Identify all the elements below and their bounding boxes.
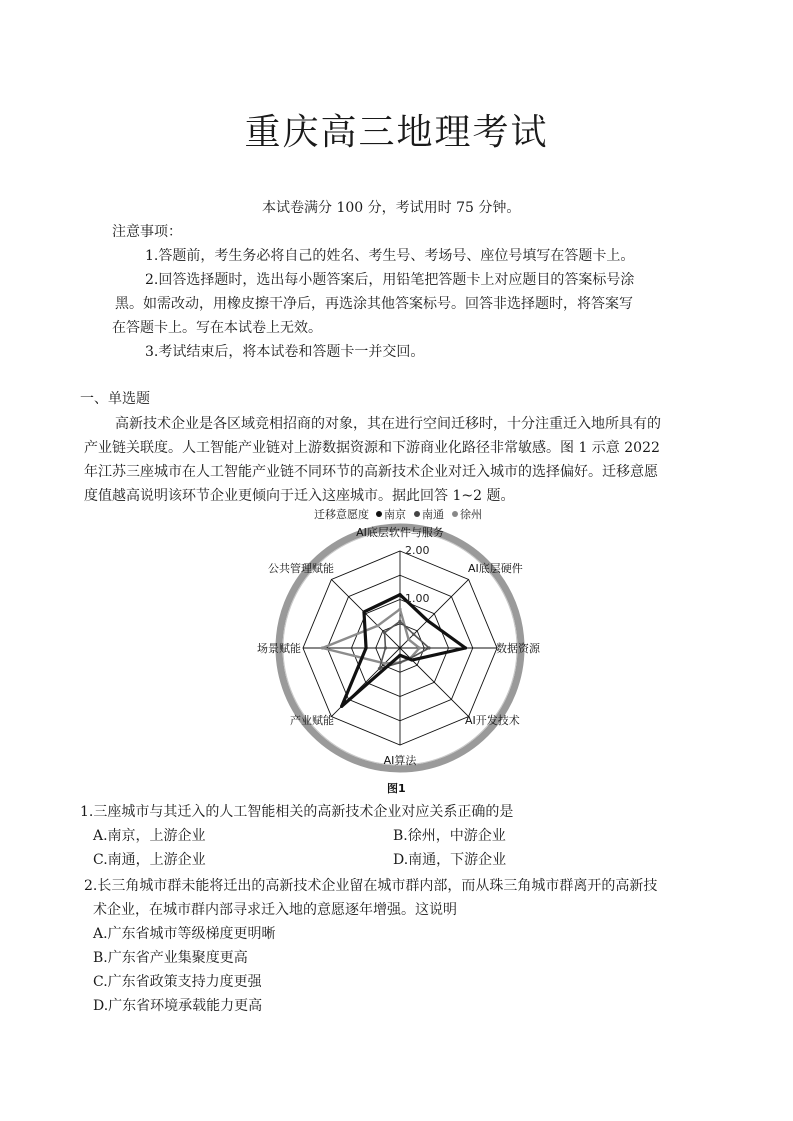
- tick-label-2: 2.00: [405, 544, 430, 557]
- series-1-point-4: [410, 658, 413, 661]
- axis-label-6: 产业赋能: [290, 714, 334, 727]
- series-1-point-1: [398, 593, 401, 596]
- series-line-3: [322, 609, 419, 663]
- tick-label-1: 1.00: [405, 592, 430, 605]
- series-3-point-6: [383, 662, 386, 665]
- series-3-point-7: [321, 646, 324, 649]
- passage-line-1: 高新技术企业是各区域竞相招商的对象，其在进行空间迁移时，十分注重迁入地所具有的: [115, 416, 661, 432]
- q2-stem-line-1: 2.长三角城市群未能将迁出的高新技术企业留在城市群内部，而从珠三角城市群离开的高新技: [84, 878, 658, 894]
- series-2-point-7: [384, 646, 387, 649]
- series-3-point-3: [418, 646, 421, 649]
- legend-marker-xuzhou: [452, 511, 458, 517]
- axis-label-4: AI开发技术: [465, 714, 520, 727]
- series-3-point-8: [376, 624, 379, 627]
- axis-label-7: 场景赋能: [257, 642, 301, 655]
- series-1-point-2: [426, 619, 429, 622]
- axis-label-2: AI底层硬件: [468, 562, 523, 575]
- series-3-point-1: [398, 608, 401, 611]
- legend-label-nanjing: 南京: [384, 508, 406, 521]
- series-2-point-1: [398, 620, 401, 623]
- series-2-point-6: [378, 667, 381, 670]
- notice-item-2-line-3: 在答题卡上。写在本试卷上无效。: [112, 320, 322, 336]
- series-line-1: [342, 595, 466, 707]
- page-title: 重庆高三地理考试: [244, 112, 549, 153]
- q2-option-d: D.广东省环境承载能力更高: [93, 998, 263, 1014]
- series-1-point-8: [362, 610, 365, 613]
- series-1-point-6: [340, 705, 343, 708]
- series-3-point-2: [407, 638, 410, 641]
- series-2-point-2: [412, 633, 415, 636]
- notice-item-3: 3.考试结束后，将本试卷和答题卡一并交回。: [145, 344, 425, 360]
- q1-option-a: A.南京，上游企业: [93, 828, 206, 844]
- radar-chart: [240, 502, 570, 802]
- section-heading: 一、单选题: [80, 391, 150, 407]
- legend-label-nantong: 南通: [422, 508, 444, 521]
- axis-label-1: AI底层软件与服务: [356, 526, 444, 539]
- series-1-point-5: [398, 654, 401, 657]
- legend-title: 迁移意愿度: [314, 508, 369, 521]
- axis-label-5: AI算法: [383, 754, 417, 767]
- axis-label-8: 公共管理赋能: [268, 562, 334, 575]
- q1-option-b: B.徐州，中游企业: [393, 828, 506, 844]
- radar-axis-labels: [257, 525, 541, 767]
- notice-item-2-line-2: 黑。如需改动，用橡皮擦干净后，再选涂其他答案标号。回答非选择题时，将答案写: [115, 296, 633, 312]
- q2-option-b: B.广东省产业集聚度更高: [93, 950, 248, 966]
- series-2-point-3: [428, 646, 431, 649]
- passage-line-3: 年江苏三座城市在人工智能产业链不同环节的高新技术企业对迁入城市的选择偏好。迁移意愿: [84, 464, 658, 480]
- notice-item-2-line-1: 2.回答选择题时，选出每小题答案后，用铅笔把答题卡上对应题目的答案标号涂: [145, 272, 635, 288]
- q1-option-c: C.南通，上游企业: [93, 852, 206, 868]
- legend-label-xuzhou: 徐州: [460, 508, 482, 521]
- notice-heading: 注意事项：: [112, 224, 182, 240]
- q1-option-d: D.南通，下游企业: [393, 852, 507, 868]
- legend-marker-nantong: [414, 511, 420, 517]
- passage-line-4: 度值越高说明该环节企业更倾向于迁入这座城市。据此回答 1~2 题。: [84, 488, 515, 504]
- axis-label-3: 数据资源: [496, 642, 540, 655]
- q2-stem-line-2: 术企业，在城市群内部寻求迁入地的意愿逐年增强。这说明: [93, 902, 457, 918]
- figure-caption: 图1: [387, 782, 406, 795]
- passage-line-2: 产业链关联度。人工智能产业链对上游数据资源和下游商业化路径非常敏感。图 1 示意 2022: [84, 440, 660, 456]
- series-1-point-3: [464, 646, 467, 649]
- q2-option-c: C.广东省政策支持力度更强: [93, 974, 262, 990]
- series-2-point-5: [398, 661, 401, 664]
- q2-option-a: A.广东省城市等级梯度更明晰: [93, 926, 276, 942]
- q1-stem: 1.三座城市与其迁入的人工智能相关的高新技术企业对应关系正确的是: [80, 804, 514, 820]
- exam-info: 本试卷满分 100 分，考试用时 75 分钟。: [262, 200, 521, 216]
- notice-item-1: 1.答题前，考生务必将自己的姓名、考生号、考场号、座位号填写在答题卡上。: [145, 248, 635, 264]
- series-2-point-8: [383, 631, 386, 634]
- legend-marker-nanjing: [376, 511, 382, 517]
- series-1-point-7: [364, 646, 367, 649]
- legend: [314, 507, 482, 521]
